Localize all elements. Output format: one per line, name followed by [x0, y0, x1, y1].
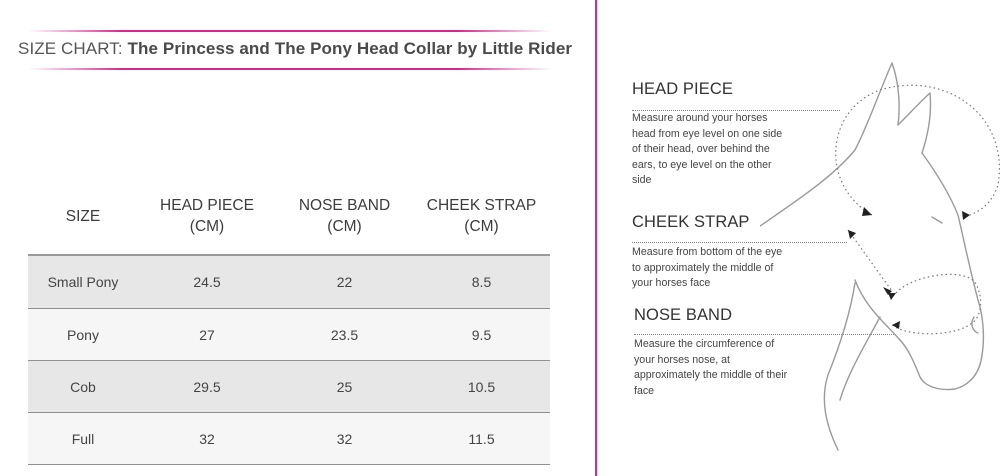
cell-cheek-strap: 10.5	[467, 378, 496, 395]
cell-size: Full	[71, 430, 95, 447]
title-rule-bottom	[28, 68, 552, 70]
horse-head-icon	[760, 55, 1007, 455]
cheek-strap-description: Measure from bottom of the eye to approximately the middle of your horses face	[632, 246, 783, 290]
cell-head-piece: 27	[199, 326, 215, 343]
header-head-piece	[138, 195, 276, 237]
header-head-piece-unit: (CM)	[189, 218, 225, 235]
header-cheek-strap-unit: (CM)	[464, 218, 499, 235]
cell-cheek-strap: 8.5	[471, 274, 492, 290]
cell-cheek-strap: 9.5	[471, 326, 492, 343]
cell-cheek-strap: 11.5	[468, 430, 495, 447]
title-prefix: SIZE CHART:	[18, 39, 128, 58]
table-bottom-rule	[28, 464, 550, 465]
header-size	[28, 206, 138, 227]
title-product-name: The Princess and The Pony Head Collar by Little Rider	[127, 39, 573, 58]
table-row	[28, 256, 550, 308]
header-nose-band-label: NOSE BAND	[298, 197, 391, 214]
cell-nose-band: 22	[336, 274, 353, 290]
header-cheek-strap	[413, 195, 550, 237]
head-piece-description: Measure around your horses head from eye level on one side of their head, over behind the ears, to eye level on the other side	[632, 112, 783, 187]
cell-nose-band: 25	[336, 378, 353, 395]
head-piece-title: HEAD PIECE	[632, 80, 733, 98]
header-nose-band-unit: (CM)	[327, 218, 362, 235]
cell-nose-band: 32	[336, 430, 353, 447]
header-size-label: SIZE	[65, 207, 101, 225]
cell-size: Small Pony	[47, 274, 119, 290]
nose-band-description: Measure the circumference of your horses nose, at approximately the middle of their face	[634, 338, 788, 397]
header-nose-band	[276, 195, 413, 237]
header-head-piece-label: HEAD PIECE	[160, 197, 254, 214]
header-cheek-strap-label: CHEEK STRAP	[426, 197, 537, 214]
cell-head-piece: 24.5	[193, 274, 221, 290]
table-row	[28, 308, 550, 360]
cheek-strap-title: CHEEK STRAP	[632, 213, 750, 231]
section-divider	[595, 0, 597, 476]
cell-size: Cob	[70, 378, 96, 395]
head-piece-arrow-right	[962, 211, 970, 220]
nose-band-title: NOSE BAND	[634, 306, 733, 324]
cell-head-piece: 32	[199, 430, 215, 447]
title-rule-top	[28, 30, 552, 32]
page-title	[18, 38, 578, 60]
cell-size: Pony	[67, 326, 99, 343]
cell-nose-band: 23.5	[330, 326, 359, 343]
table-row	[28, 360, 550, 412]
table-row	[28, 412, 550, 464]
size-table	[28, 178, 550, 465]
table-header	[28, 178, 550, 256]
head-piece-arrow-left	[862, 207, 872, 216]
cell-head-piece: 29.5	[193, 378, 221, 395]
